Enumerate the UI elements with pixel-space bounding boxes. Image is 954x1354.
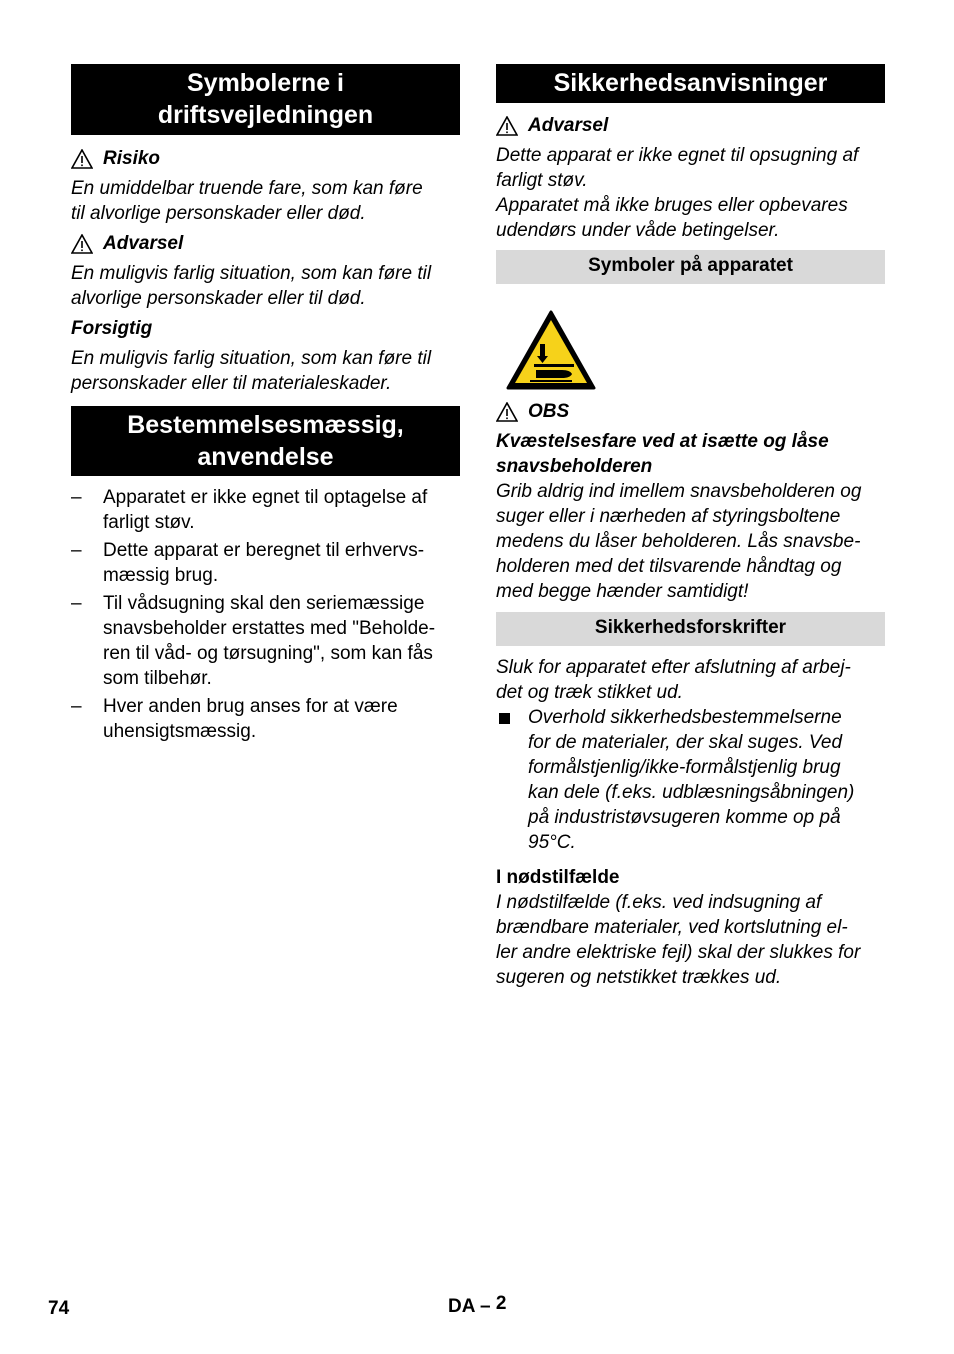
intended-use-list [71, 485, 460, 744]
rules-text: Sluk for apparatet efter afslutning af arbej- det og træk stikket ud. [496, 657, 851, 703]
emergency-heading: I nødstilfælde [496, 867, 620, 888]
warning-text: En muligvis farlig situation, som kan føre til alvorlige personskader eller til død. [71, 263, 432, 309]
left-column [71, 64, 460, 747]
caution-heading: Forsigtig [71, 318, 153, 339]
emergency-text: I nødstilfælde (f.eks. ved indsugning af brændbare materialer, ved kortslutning el- ler andre elektriske fejl) skal der slukkes for sugeren og netstikket trækkes ud. [496, 892, 861, 988]
list-item: – Til vådsugning skal den seriemæssige snavsbeholder erstattes med "Beholde- ren til våd- og tørsugning", som kan fås som tilbehør. [71, 593, 436, 689]
rules-bullet-item: Overhold sikkerhedsbestemmelserne for de materialer, der skal suges. Ved formålstjenlig/ikke-formålstjenlig brug kan dele (f.eks. udblæsningsåbningen) på industristøvsugeren komme op på 95°C. [496, 705, 885, 855]
warning-triangle-icon [496, 116, 518, 136]
warning-triangle-icon [71, 234, 93, 254]
heading-safety-rules: Sikkerhedsforskrifter [496, 612, 885, 646]
heading-safety: Sikkerhedsanvisninger [496, 64, 885, 103]
warning-triangle-icon [496, 402, 518, 422]
warning-heading: Advarsel [496, 114, 885, 138]
right-column [496, 64, 885, 990]
square-bullet-icon [499, 713, 510, 724]
obs-bold-text: Kvæstelsesfare ved at isætte og låse snavsbeholderen [496, 431, 829, 477]
risk-text: En umiddelbar truende fare, som kan føre til alvorlige personskader eller død. [71, 178, 423, 224]
hand-crush-warning-icon [504, 308, 885, 396]
obs-heading: OBS [496, 400, 885, 424]
list-item: – Dette apparat er beregnet til erhvervs- mæssig brug. [71, 540, 425, 586]
risk-heading: Risiko [71, 147, 460, 171]
heading-symbols-device: Symboler på apparatet [496, 250, 885, 284]
page-number: 74 [48, 1298, 70, 1319]
warning-text: Dette apparat er ikke egnet til opsugning af farligt støv. Apparatet må ikke bruges eller opbevares udendørs under våde betingelser. [496, 145, 859, 241]
obs-text: Grib aldrig ind imellem snavsbeholderen og suger eller i nærheden af styringsboltene medens du låser beholderen. Lås snavsbe- holderen med det tilsvarende håndtag og med begge hænder samtidigt! [496, 481, 862, 602]
heading-symbols: Symbolerne i driftsvejledningen [71, 64, 460, 135]
warning-triangle-icon [71, 149, 93, 169]
caution-text: En muligvis farlig situation, som kan føre til personskader eller til materialeskader. [71, 348, 432, 394]
list-item: – Apparatet er ikke egnet til optagelse af farligt støv. [71, 487, 428, 533]
heading-intended-use: Bestemmelsesmæssig, anvendelse [71, 406, 460, 476]
language-page-label: DA – 2 [448, 1293, 507, 1317]
list-item: – Hver anden brug anses for at være uhensigtsmæssig. [71, 696, 398, 742]
warning-heading: Advarsel [71, 232, 460, 256]
